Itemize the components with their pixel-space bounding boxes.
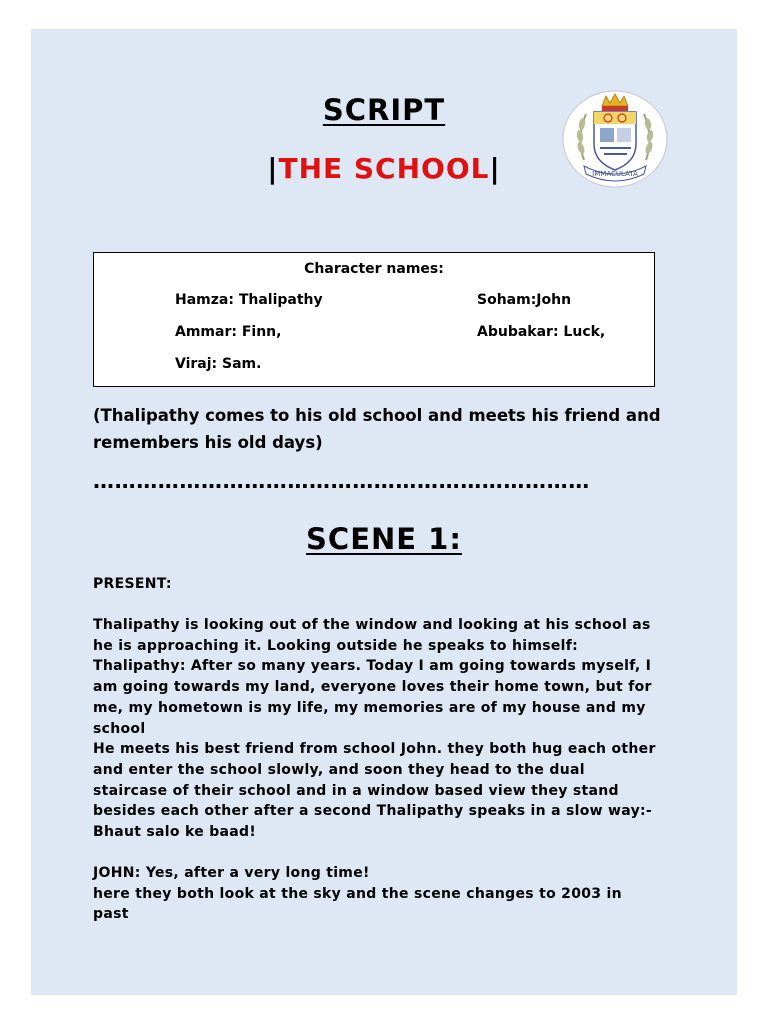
dotted-separator: ……………………………………………………………	[93, 469, 590, 493]
svg-text:IMMACULATA: IMMACULATA	[592, 170, 638, 178]
intro-paragraph: (Thalipathy comes to his old school and meets his friend and remembers his old days)	[93, 406, 661, 452]
school-crest-logo	[562, 90, 668, 188]
text-line: and enter the school slowly, and soon they head to the dual	[93, 761, 585, 778]
title-left-bar: |	[267, 152, 279, 185]
title-right-bar: |	[489, 152, 501, 185]
present-label: PRESENT:	[93, 576, 172, 592]
text-line: Bhaut salo ke baad!	[93, 824, 257, 841]
text-line: school	[93, 720, 146, 737]
text-line: past	[93, 906, 129, 923]
school-title-text: THE SCHOOL	[278, 152, 490, 185]
text-line: Thalipathy is looking out of the window and looking at his school as	[93, 617, 651, 633]
character-entry: Viraj: Sam.	[175, 356, 262, 372]
text-line: here they both look at the sky and the scene changes to 2003 in	[93, 885, 622, 902]
text-line: staircase of their school and in a window based view they stand	[93, 782, 619, 799]
character-entry: Ammar: Finn,	[175, 324, 282, 340]
text-line: JOHN: Yes, after a very long time!	[93, 865, 370, 881]
character-entry: Soham:John	[477, 292, 572, 308]
text-line: besides each other after a second Thalipathy speaks in a slow way:-	[93, 803, 653, 820]
character-names-box	[93, 252, 655, 387]
text-line: am going towards my land, everyone loves their home town, but for	[93, 679, 652, 696]
text-line: He meets his best friend from school John. they both hug each other	[93, 741, 656, 758]
scene-title: SCENE 1:	[306, 522, 462, 556]
scene-paragraph-1	[93, 615, 713, 843]
character-entry: Hamza: Thalipathy	[175, 292, 323, 308]
character-names-heading: Character names:	[304, 261, 444, 277]
text-line: he is approaching it. Looking outside he speaks to himself:	[93, 637, 579, 654]
text-line: Thalipathy: After so many years. Today I am going towards myself, I	[93, 658, 652, 675]
document-page	[31, 29, 737, 995]
character-entry: Abubakar: Luck,	[477, 324, 606, 340]
script-title: SCRIPT	[322, 93, 446, 127]
scene-paragraph-2	[93, 863, 713, 925]
text-line: me, my hometown is my life, my memories are of my house and my	[93, 699, 646, 716]
